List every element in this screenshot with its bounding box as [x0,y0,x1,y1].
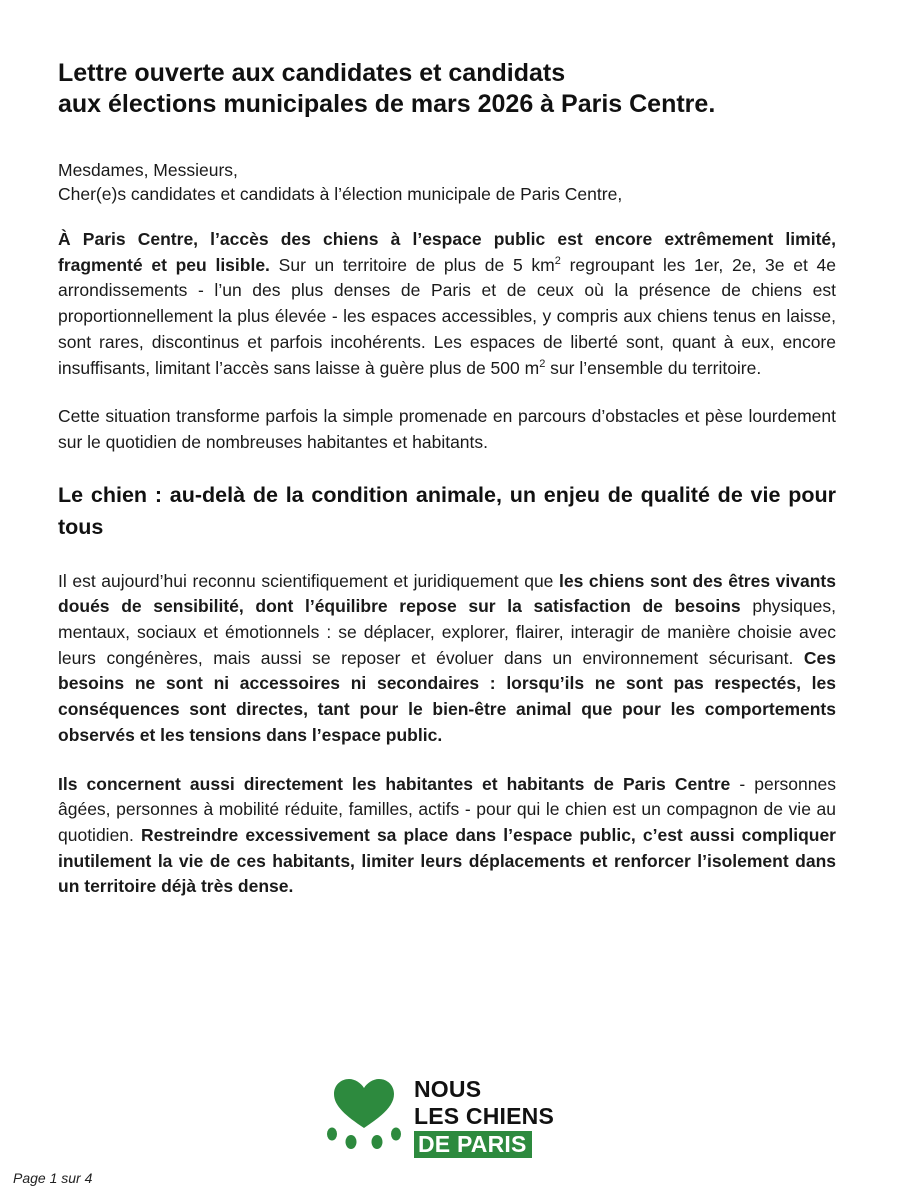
paragraph-needs-text-b: physiques, mentaux, sociaux et émotionnels : se déplacer, explorer, flairer, interagir de manière choisie avec leurs congénères, mais aussi se reposer et évoluer dans un environnement sécurisant. [58,596,837,668]
title-line-2: aux élections municipales de mars 2026 à Paris Centre. [58,90,716,118]
paragraph-access-text-a: Sur un territoire de plus de 5 km [269,254,555,275]
paragraph-needs-text-a: Il est aujourd’hui reconnu scientifiquement et juridiquement que [58,570,560,591]
heart-shape [334,1079,394,1128]
paragraph-access-text-b: regroupant les 1er, 2e, 3e et 4e arrondissements - l’un des plus denses de Paris et de ceux où la présence de chiens est proportionnellement la plus élevée - les espaces accessibles, y compris aux chiens tenus en laisse, sont rares, discontinus et parfois incohérents. Les espaces de liberté sont, quant à eux, encore insuffisants, limitant l’accès sans laisse à guère plus de 500 m [58,254,837,378]
paw-toe-3 [372,1135,383,1149]
paragraph-needs-bold-b: Ces besoins ne sont ni accessoires ni secondaires : lorsqu’ils ne sont pas respectés, les conséquences sont directes, tant pour le bien-être animal que pour les comportements observés et les tensions dans l’espace public. [58,647,836,745]
paragraph-needs-bold-a: les chiens sont des êtres vivants doués de sensibilité, dont l’équilibre repose sur la satisfaction de besoins [58,570,836,617]
paragraph-residents-bold-a: Ils concernent aussi directement les habitantes et habitants de Paris Centre [58,773,731,794]
paw-toe-1 [327,1128,337,1141]
salutation-line-2: Cher(e)s candidates et candidats à l’élection municipale de Paris Centre, [58,184,623,204]
paragraph-access-text-c: sur l’ensemble du territoire. [545,357,762,378]
section-heading: Le chien : au-delà de la condition animale, un enjeu de qualité de vie pour tous [58,482,836,539]
logo-wordmark [414,1076,554,1158]
logo-line-2: LES CHIENS [414,1103,555,1129]
paragraph-needs [58,569,836,749]
salutation-line-1: Mesdames, Messieurs, [58,160,238,180]
paragraph-residents [58,772,836,901]
paragraph-residents-bold-b: Restreindre excessivement sa place dans l’espace public, c’est aussi compliquer inutilement la vie de ces habitants, limiter leurs déplacements et renforcer l’isolement dans un territoire déjà très dense. [58,824,836,897]
logo-line-1: NOUS [414,1076,482,1102]
paw-toe-4 [391,1128,401,1141]
superscript-m2: 2 [539,357,546,370]
paragraph-residents-text-a: - personnes âgées, personnes à mobilité réduite, familles, actifs - pour qui le chien est un compagnon de vie au quotidien. [58,773,836,845]
letter-page [58,58,836,923]
salutation [58,158,836,206]
page-number: Page 1 sur 4 [13,1170,93,1186]
superscript-km2: 2 [554,254,561,267]
paragraph-access [58,227,836,381]
paw-toe-2 [346,1135,357,1149]
paragraph-situation: Cette situation transforme parfois la simple promenade en parcours d’obstacles et pèse lourdement sur le quotidien de nombreuses habitantes et habitants. [58,406,836,452]
paragraph-access-bold-lead: À Paris Centre, l’accès des chiens à l’espace public est encore extrêmement limité, fragmenté et peu lisible. [58,229,836,275]
logo-line-3: DE PARIS [414,1131,532,1158]
title-line-1: Lettre ouverte aux candidates et candidats [58,59,566,87]
heart-paw-icon [326,1076,402,1152]
brand-logo [326,1076,586,1168]
letter-title [58,58,836,120]
